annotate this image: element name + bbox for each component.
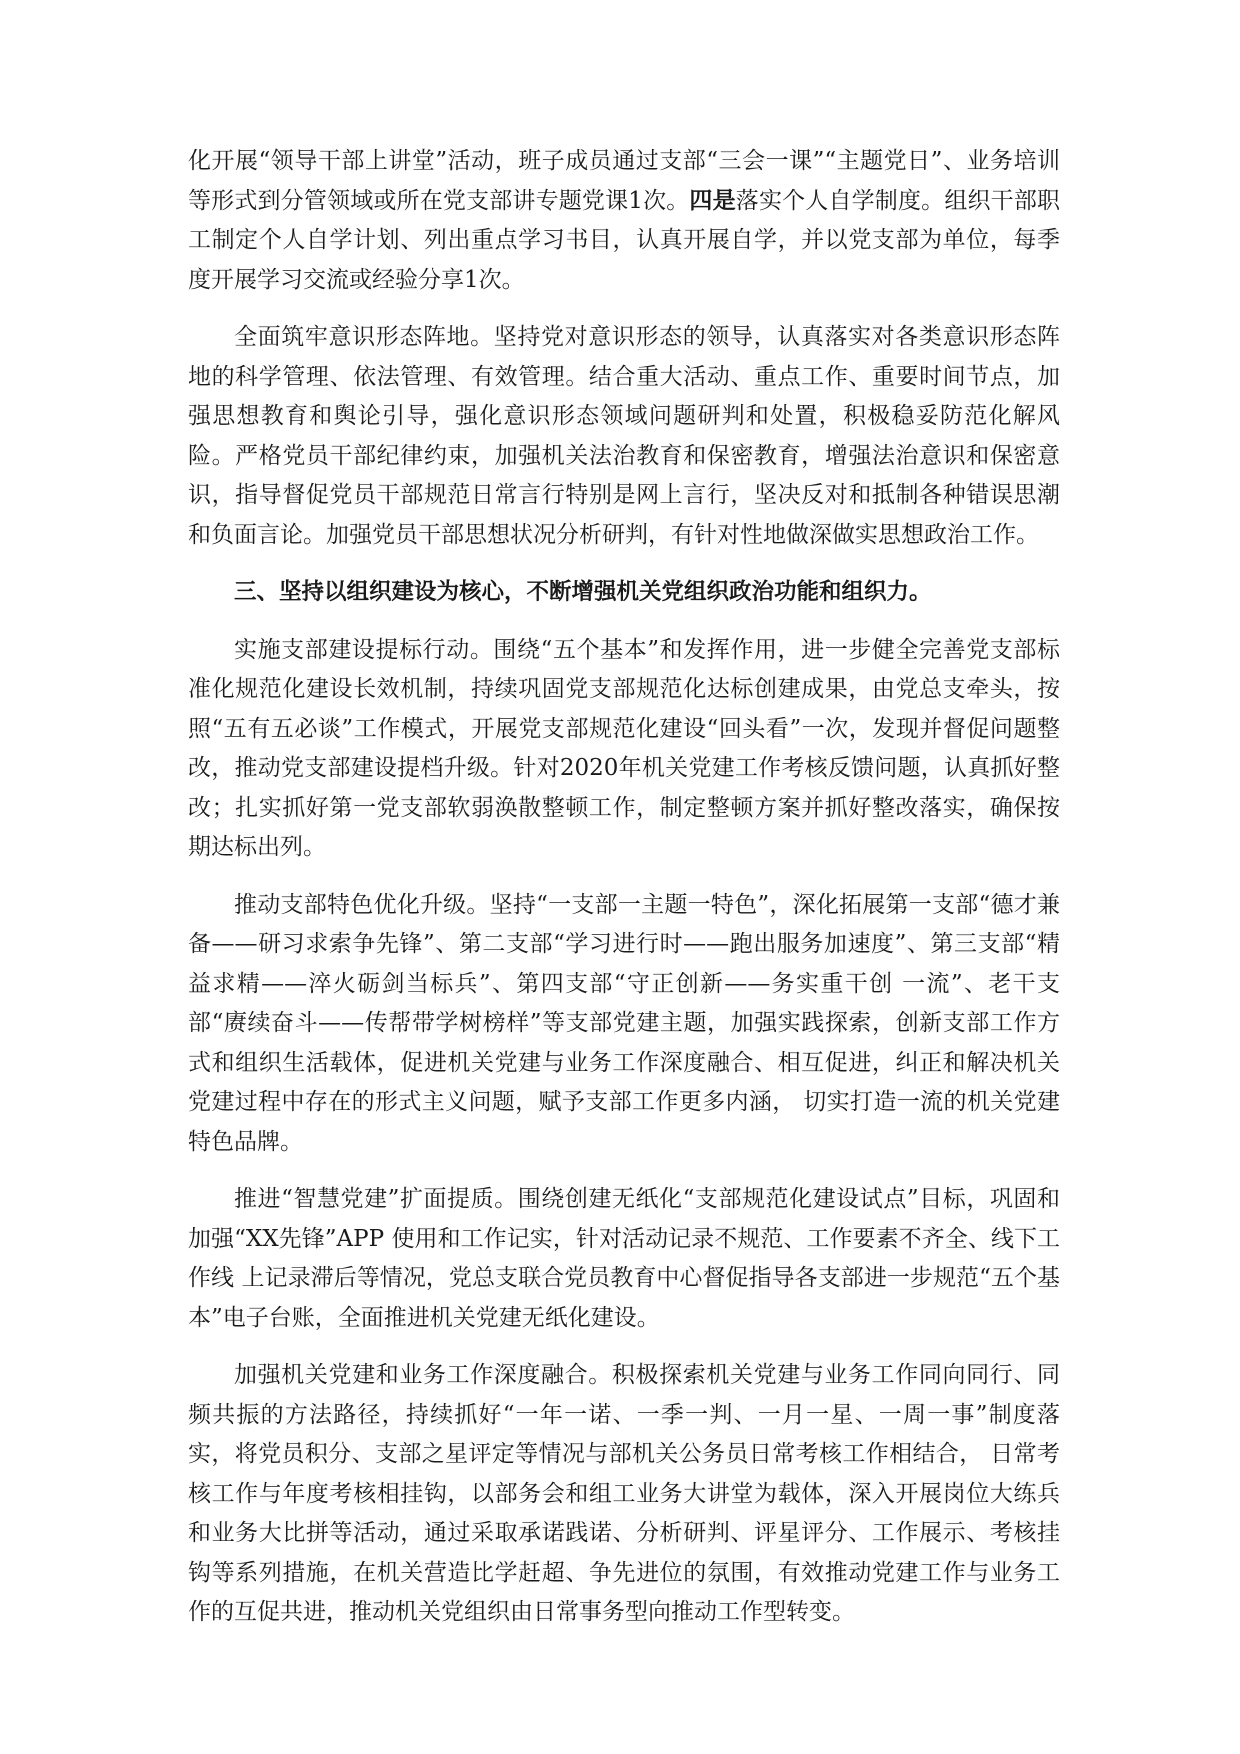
paragraph-1-text: 化开展“领导干部上讲堂”活动，班子成员通过支部“三会一课”“主题党日”、业务培训等形式到分管领域或所在党支部讲专题党课1次。 <box>188 148 1060 214</box>
document-page <box>188 142 1060 1651</box>
paragraph-branch-features: 推动支部特色优化升级。坚持“一支部一主题一特色”，深化拓展第一支部“德才兼备——研习求索争先锋”、第二支部“学习进行时——跑出服务加速度”、第三支部“精益求精——淬火砺剑当标兵”、第四支部“守正创新——务实重干创 一流”、老干支部“赓续奋斗——传帮带学树榜样”等支部党建主题，加强实践探索，创新支部工作方式和组织生活载体，促进机关党建与业务工作深度融合、相互促进，纠正和解决机关党建过程中存在的形式主义问题，赋予支部工作更多内涵， 切实打造一流的机关党建特色品牌。 <box>188 891 1060 1155</box>
paragraph-1 <box>188 142 1060 300</box>
paragraph-ideology: 全面筑牢意识形态阵地。坚持党对意识形态的领导，认真落实对各类意识形态阵地的科学管理、依法管理、有效管理。结合重大活动、重点工作、重要时间节点，加强思想教育和舆论引导，强化意识形态领域问题研判和处置，积极稳妥防范化解风险。严格党员干部纪律约束，加强机关法治教育和保密教育，增强法治意识和保密意识，指导督促党员干部规范日常言行特别是网上言行，坚决反对和抵制各种错误思潮和负面言论。加强党员干部思想状况分析研判，有针对性地做深做实思想政治工作。 <box>188 324 1060 548</box>
paragraph-branch-standard: 实施支部建设提标行动。围绕“五个基本”和发挥作用，进一步健全完善党支部标准化规范化建设长效机制，持续巩固党支部规范化达标创建成果，由党总支牵头，按照“五有五必谈”工作模式，开展党支部规范化建设“回头看”一次，发现并督促问题整改，推动党支部建设提档升级。针对2020年机关党建工作考核反馈问题，认真抓好整改；扎实抓好第一党支部软弱涣散整顿工作，制定整顿方案并抓好整改落实，确保按期达标出列。 <box>188 636 1060 860</box>
paragraph-smart-party: 推进“智慧党建”扩面提质。围绕创建无纸化“支部规范化建设试点”目标，巩固和加强“XX先锋”APP 使用和工作记实，针对活动记录不规范、工作要素不齐全、线下工作线 上记录滞后等情况，党总支联合党员教育中心督促指导各支部进一步规范“五个基本”电子台账，全面推进机关党建无纸化建设。 <box>188 1186 1060 1331</box>
paragraph-integration: 加强机关党建和业务工作深度融合。积极探索机关党建与业务工作同向同行、同频共振的方法路径，持续抓好“一年一诺、一季一判、一月一星、一周一事”制度落实，将党员积分、支部之星评定等情况与部机关公务员日常考核工作相结合， 日常考核工作与年度考核相挂钩，以部务会和组工业务大讲堂为载体，深入开展岗位大练兵和业务大比拼等活动，通过采取承诺践诺、分析研判、评星评分、工作展示、考核挂钩等系列措施，在机关营造比学赶超、争先进位的氛围，有效推动党建工作与业务工作的互促共进，推动机关党组织由日常事务型向推动工作型转变。 <box>188 1362 1060 1625</box>
paragraph-1-bold-marker: 四是 <box>689 187 736 214</box>
paragraph-1-text-continued: 落实个人自学制度。组织干部职工制定个人自学计划、列出重点学习书目，认真开展自学，并以党支部为单位，每季度开展学习交流或经验分享1次。 <box>188 187 1060 293</box>
section-heading-3: 三、坚持以组织建设为核心，不断增强机关党组织政治功能和组织力。 <box>234 579 932 605</box>
